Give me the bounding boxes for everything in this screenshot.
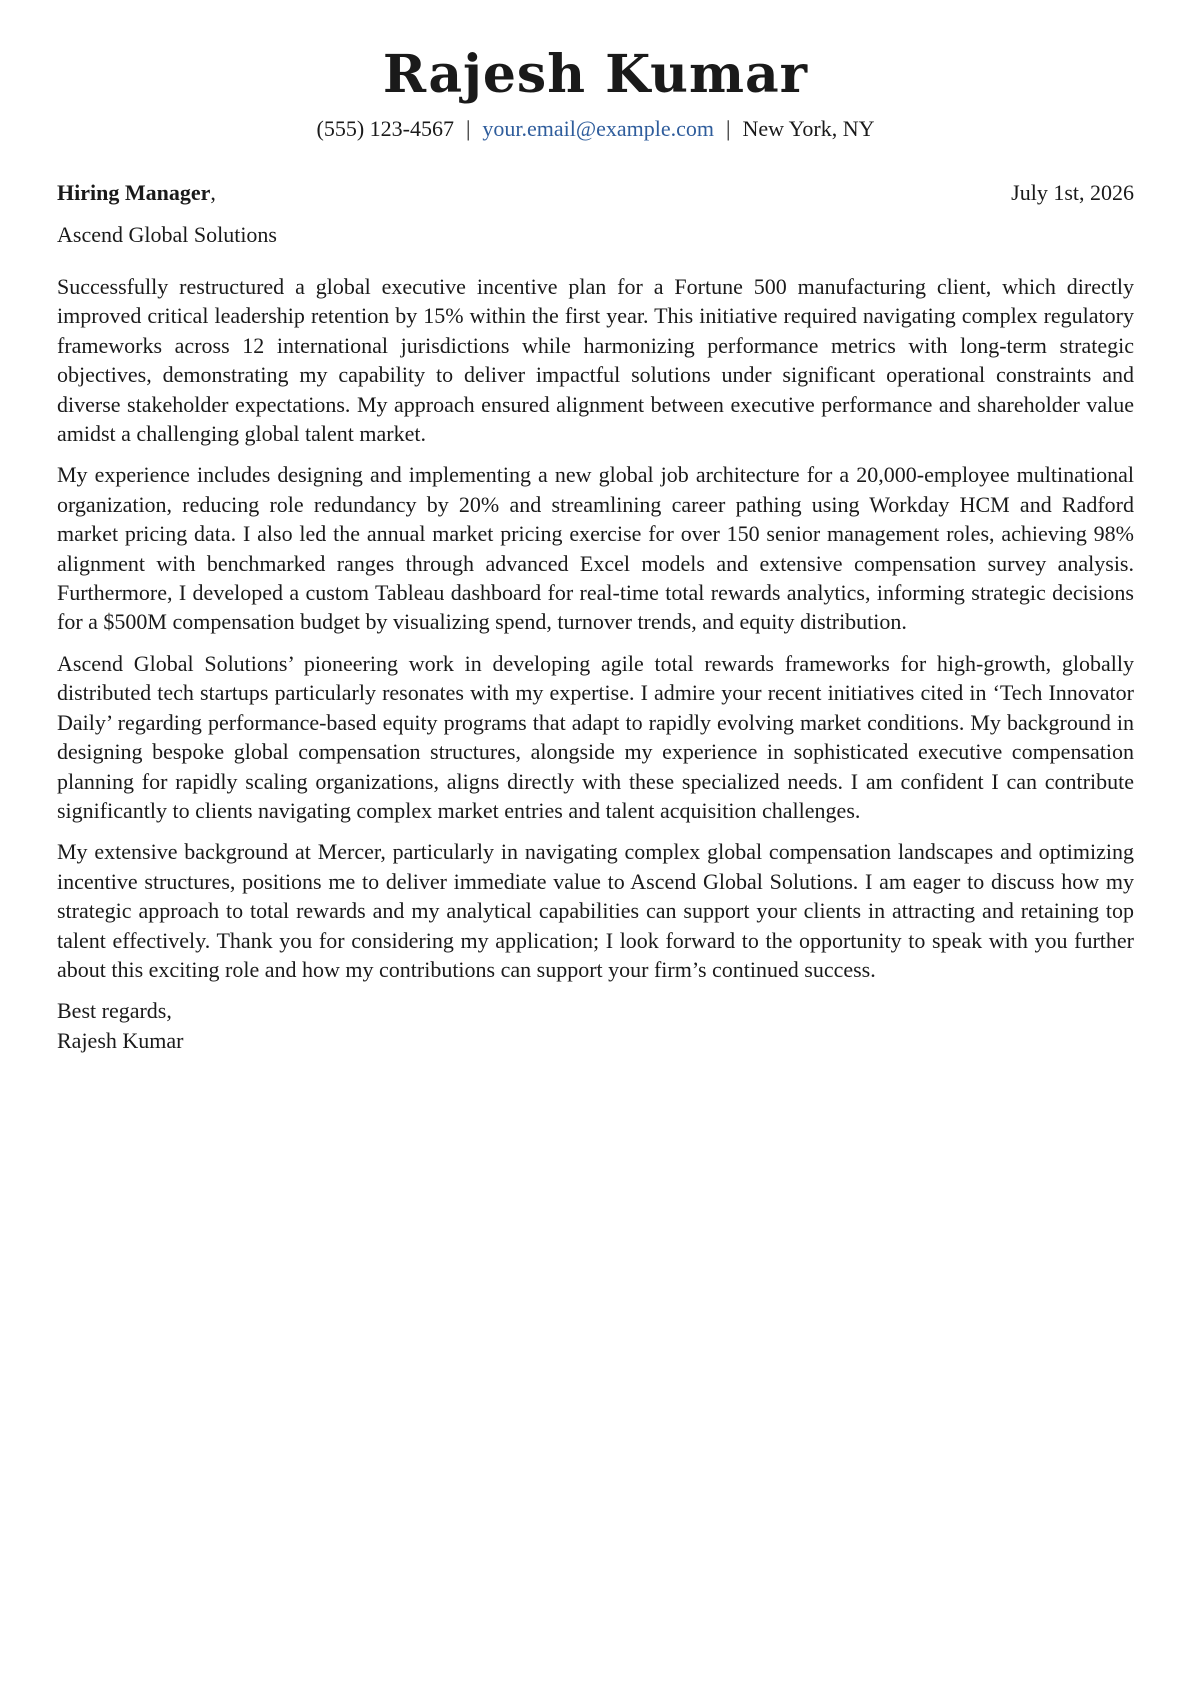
contact-line: [57, 114, 1134, 144]
body-paragraph: Successfully restructured a global executive incentive plan for a Fortune 500 manufacturing client, which directly improved critical leadership retention by 15% within the first year. This initiative required navigating complex regulatory frameworks across 12 international jurisdictions while harmonizing performance metrics with long-term strategic objectives, demonstrating my capability to deliver impactful solutions under significant operational constraints and diverse stakeholder expectations. My approach ensured alignment between executive performance and shareholder value amidst a challenging global talent market.: [57, 274, 1134, 447]
closing-signature: Rajesh Kumar: [57, 1027, 184, 1053]
letter-body: [57, 272, 1134, 984]
contact-separator: |: [466, 116, 471, 141]
letter-header: [57, 0, 1134, 144]
cover-letter-page: [57, 0, 1134, 1055]
closing-salutation: Best regards,: [57, 998, 172, 1024]
recipient-name: Hiring Manager: [57, 180, 211, 205]
applicant-name: Rajesh Kumar: [382, 44, 809, 105]
letter-closing: [57, 996, 1134, 1055]
body-paragraph: My extensive background at Mercer, particularly in navigating complex global compensation landscapes and optimizing incentive structures, positions me to deliver immediate value to Ascend Global Solutions. I am eager to discuss how my strategic approach to total rewards and my analytical capabilities can support your clients in attracting and retaining top talent effectively. Thank you for considering my application; I look forward to the opportunity to speak with you further about this exciting role and how my contributions can support your firm’s continued success.: [57, 839, 1134, 982]
body-paragraph: My experience includes designing and implementing a new global job architecture for a 20,000-employee multinational organization, reducing role redundancy by 20% and streamlining career pathing using Workday HCM and Radford market pricing data. I also led the annual market pricing exercise for over 150 senior management roles, achieving 98% alignment with benchmarked ranges through advanced Excel models and extensive compensation survey analysis. Furthermore, I developed a custom Tableau dashboard for real-time total rewards analytics, informing strategic decisions for a $500M compensation budget by visualizing spend, turnover trends, and equity distribution.: [57, 462, 1134, 635]
letter-date: July 1st, 2026: [1011, 180, 1134, 205]
email-link[interactable]: your.email@example.com: [482, 116, 715, 141]
location: New York, NY: [742, 116, 875, 141]
contact-separator: |: [726, 116, 731, 141]
recipient-comma: ,: [210, 180, 216, 205]
recipient-row: [57, 178, 1134, 208]
recipient-company: Ascend Global Solutions: [57, 222, 277, 247]
phone-number: (555) 123-4567: [316, 116, 454, 141]
recipient-greeting: [57, 178, 216, 208]
body-paragraph: Ascend Global Solutions’ pioneering work in developing agile total rewards frameworks for high-growth, globally distributed tech startups particularly resonates with my expertise. I admire your recent initiatives cited in ‘Tech Innovator Daily’ regarding performance-based equity programs that adapt to rapidly evolving market conditions. My background in designing bespoke global compensation structures, alongside my experience in sophisticated executive compensation planning for rapidly scaling organizations, aligns directly with these specialized needs. I am confident I can contribute significantly to clients navigating complex market entries and talent acquisition challenges.: [57, 650, 1134, 823]
